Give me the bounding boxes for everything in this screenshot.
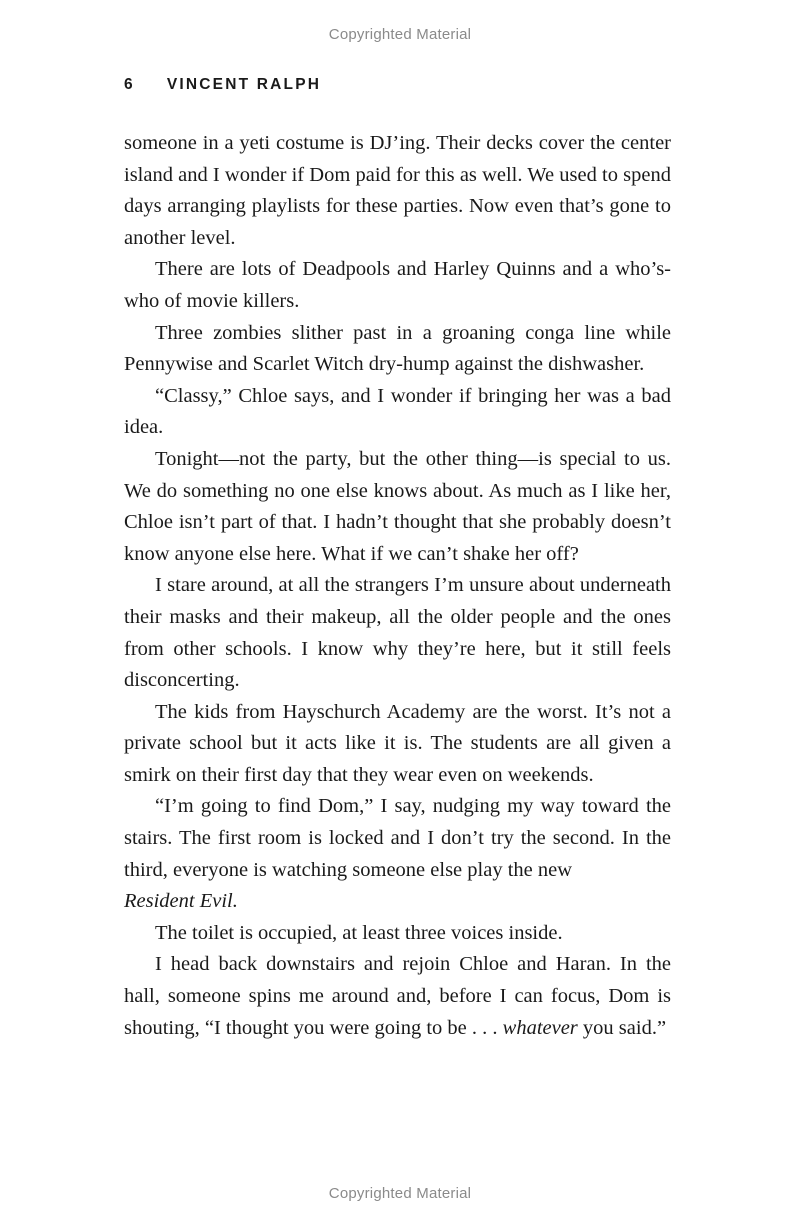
paragraph: “Classy,” Chloe says, and I wonder if bringing her was a bad idea. (124, 384, 671, 439)
body-text (124, 128, 671, 1044)
copyright-watermark-bottom: Copyrighted Material (328, 1185, 472, 1202)
paragraph: someone in a yeti costume is DJ’ing. Their decks cover the center island and I wonder if Dom paid for this as well. We used to spend days arranging playlists for these parties. Now even that’s gone to another level. (124, 132, 671, 249)
page-number: 6 (124, 76, 135, 93)
paragraph: There are lots of Deadpools and Harley Quinns and a who’s-who of movie killers. (124, 258, 671, 312)
paragraph: The toilet is occupied, at least three voices inside. (155, 921, 563, 944)
paragraph: I head back downstairs and rejoin Chloe and Haran. In the hall, someone spins me around and, before I can focus, Dom is shouting, “I thought you were going to be . . . whatever you said.” (124, 953, 671, 1039)
copyright-watermark-top: Copyrighted Material (328, 26, 472, 43)
italic-word: whatever (502, 1016, 578, 1039)
paragraph: Three zombies slither past in a groaning conga line while Pennywise and Scarlet Witch dry-hump against the dishwasher. (124, 321, 671, 376)
author-name: VINCENT RALPH (166, 76, 322, 93)
paragraph: I stare around, at all the strangers I’m unsure about underneath their masks and their makeup, all the older people and the ones from other schools. I know why they’re here, but it still feels disconcerting. (124, 574, 671, 692)
paragraph: The kids from Hayschurch Academy are the worst. It’s not a private school but it acts like it is. The students are all given a smirk on their first day that they wear even on weekends. (124, 700, 671, 786)
paragraph: “I’m going to find Dom,” I say, nudging my way toward the stairs. The first room is locked and I don’t try the second. In the third, everyone is watching someone else play the new Resident Evil. (124, 795, 671, 913)
running-header (124, 76, 321, 94)
italic-title: Resident Evil. (124, 890, 238, 913)
paragraph: Tonight—not the party, but the other thing—is special to us. We do something no one else knows about. As much as I like her, Chloe isn’t part of that. I hadn’t thought that she probably doesn’t know anyone else here. What if we can’t shake her off? (124, 447, 671, 565)
